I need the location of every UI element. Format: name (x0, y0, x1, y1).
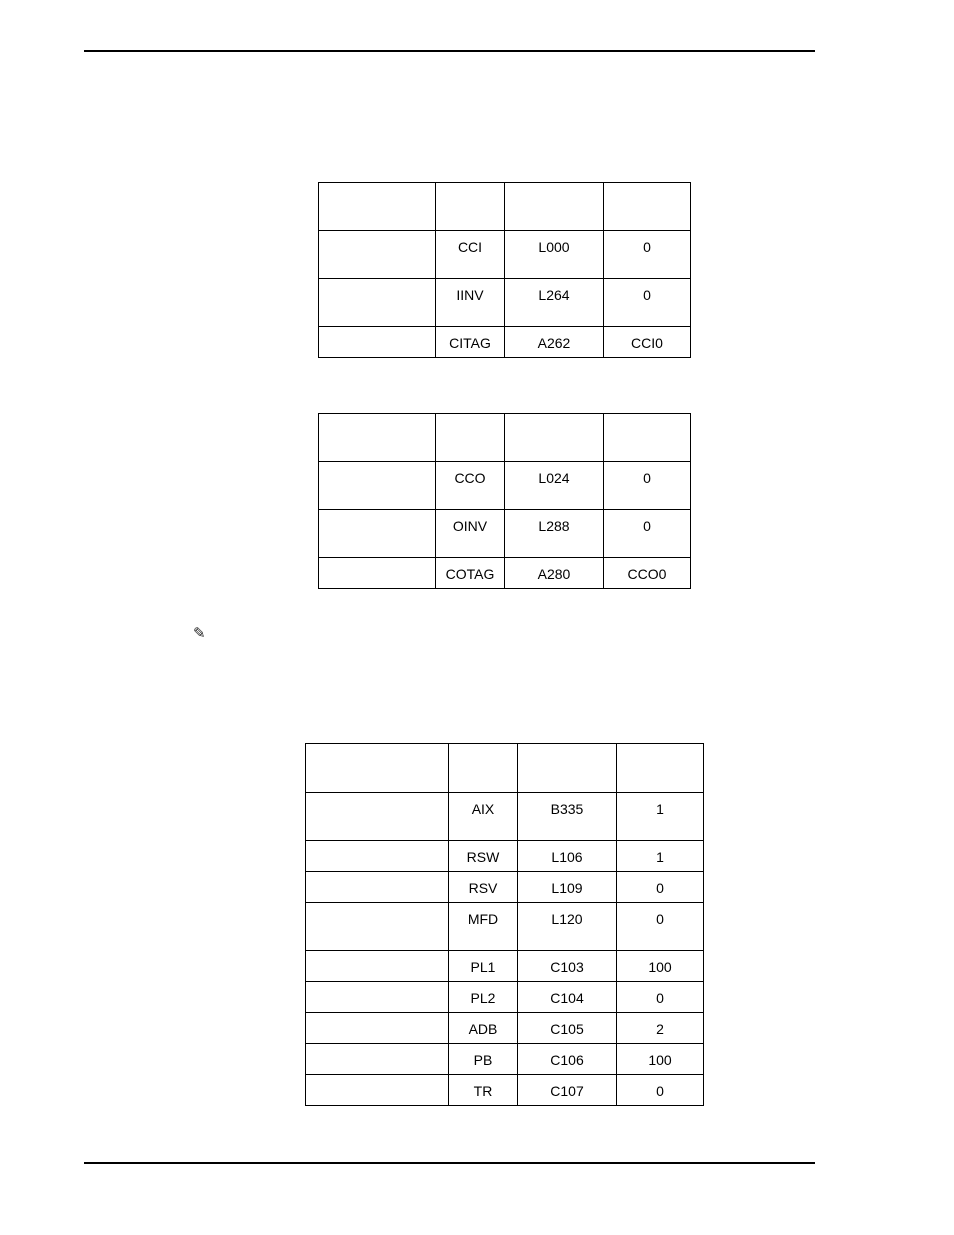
table-cell: L288 (505, 510, 604, 558)
parameter-table-2 (318, 413, 691, 589)
table-cell (319, 327, 436, 358)
table-cell (319, 510, 436, 558)
table-cell (505, 183, 604, 231)
table-cell (319, 414, 436, 462)
table-cell: C107 (518, 1075, 617, 1106)
table-row (319, 558, 691, 589)
table-cell (319, 231, 436, 279)
table-row (319, 279, 691, 327)
table-row (306, 1013, 704, 1044)
table-cell (604, 414, 691, 462)
table-cell: RSV (449, 872, 518, 903)
table-cell: PB (449, 1044, 518, 1075)
table-cell (306, 903, 449, 951)
table-cell (306, 951, 449, 982)
table-row (319, 462, 691, 510)
table-cell: MFD (449, 903, 518, 951)
table-cell (604, 183, 691, 231)
table-cell: L000 (505, 231, 604, 279)
table-cell: 100 (617, 1044, 704, 1075)
table-cell: 0 (617, 903, 704, 951)
table-cell (306, 1075, 449, 1106)
table-cell: C106 (518, 1044, 617, 1075)
table-header-row (306, 744, 704, 793)
table-cell: CCI (436, 231, 505, 279)
table-cell: AIX (449, 793, 518, 841)
table-cell (306, 872, 449, 903)
table-cell: 0 (617, 872, 704, 903)
table-cell: C105 (518, 1013, 617, 1044)
table-cell: L109 (518, 872, 617, 903)
table-cell: IINV (436, 279, 505, 327)
table-cell: 0 (604, 462, 691, 510)
parameter-table-1 (318, 182, 691, 358)
table-header-row (319, 414, 691, 462)
table-cell (319, 462, 436, 510)
pencil-icon: ✎ (193, 624, 206, 642)
table-cell: COTAG (436, 558, 505, 589)
table-cell: L120 (518, 903, 617, 951)
table-cell (306, 1013, 449, 1044)
table-cell: 0 (617, 1075, 704, 1106)
table-row (306, 1075, 704, 1106)
table-cell: 1 (617, 841, 704, 872)
table-cell: L106 (518, 841, 617, 872)
table-cell: C104 (518, 982, 617, 1013)
table-cell: CITAG (436, 327, 505, 358)
parameter-table-3 (305, 743, 704, 1106)
table-cell (319, 279, 436, 327)
table-cell: C103 (518, 951, 617, 982)
table-cell: 1 (617, 793, 704, 841)
table-cell: 0 (604, 279, 691, 327)
table-cell: 0 (617, 982, 704, 1013)
table-cell: 0 (604, 231, 691, 279)
table-row (306, 1044, 704, 1075)
table-cell: PL1 (449, 951, 518, 982)
footer-rule (84, 1162, 815, 1164)
header-rule (84, 50, 815, 52)
table-row (306, 841, 704, 872)
table-row (319, 231, 691, 279)
table-cell: L264 (505, 279, 604, 327)
table-row (319, 327, 691, 358)
table-cell: B335 (518, 793, 617, 841)
table-cell (436, 414, 505, 462)
table-cell: CCO0 (604, 558, 691, 589)
table-cell: A262 (505, 327, 604, 358)
table-cell: 2 (617, 1013, 704, 1044)
table-row (306, 903, 704, 951)
table-cell (617, 744, 704, 793)
table-cell: RSW (449, 841, 518, 872)
table-cell: 100 (617, 951, 704, 982)
table-row (306, 982, 704, 1013)
table-row (306, 793, 704, 841)
table-cell (306, 841, 449, 872)
table-cell (518, 744, 617, 793)
table-cell: L024 (505, 462, 604, 510)
table-header-row (319, 183, 691, 231)
table-row (306, 951, 704, 982)
table-cell (436, 183, 505, 231)
table-cell: A280 (505, 558, 604, 589)
table-cell: TR (449, 1075, 518, 1106)
table-cell (306, 793, 449, 841)
table-cell: 0 (604, 510, 691, 558)
table-cell (449, 744, 518, 793)
table-cell: OINV (436, 510, 505, 558)
table-cell (319, 183, 436, 231)
table-cell (306, 1044, 449, 1075)
table-row (319, 510, 691, 558)
table-cell: CCI0 (604, 327, 691, 358)
table-cell: PL2 (449, 982, 518, 1013)
table-cell (306, 982, 449, 1013)
table-cell: CCO (436, 462, 505, 510)
table-cell (319, 558, 436, 589)
table-cell (505, 414, 604, 462)
table-row (306, 872, 704, 903)
table-cell: ADB (449, 1013, 518, 1044)
table-cell (306, 744, 449, 793)
